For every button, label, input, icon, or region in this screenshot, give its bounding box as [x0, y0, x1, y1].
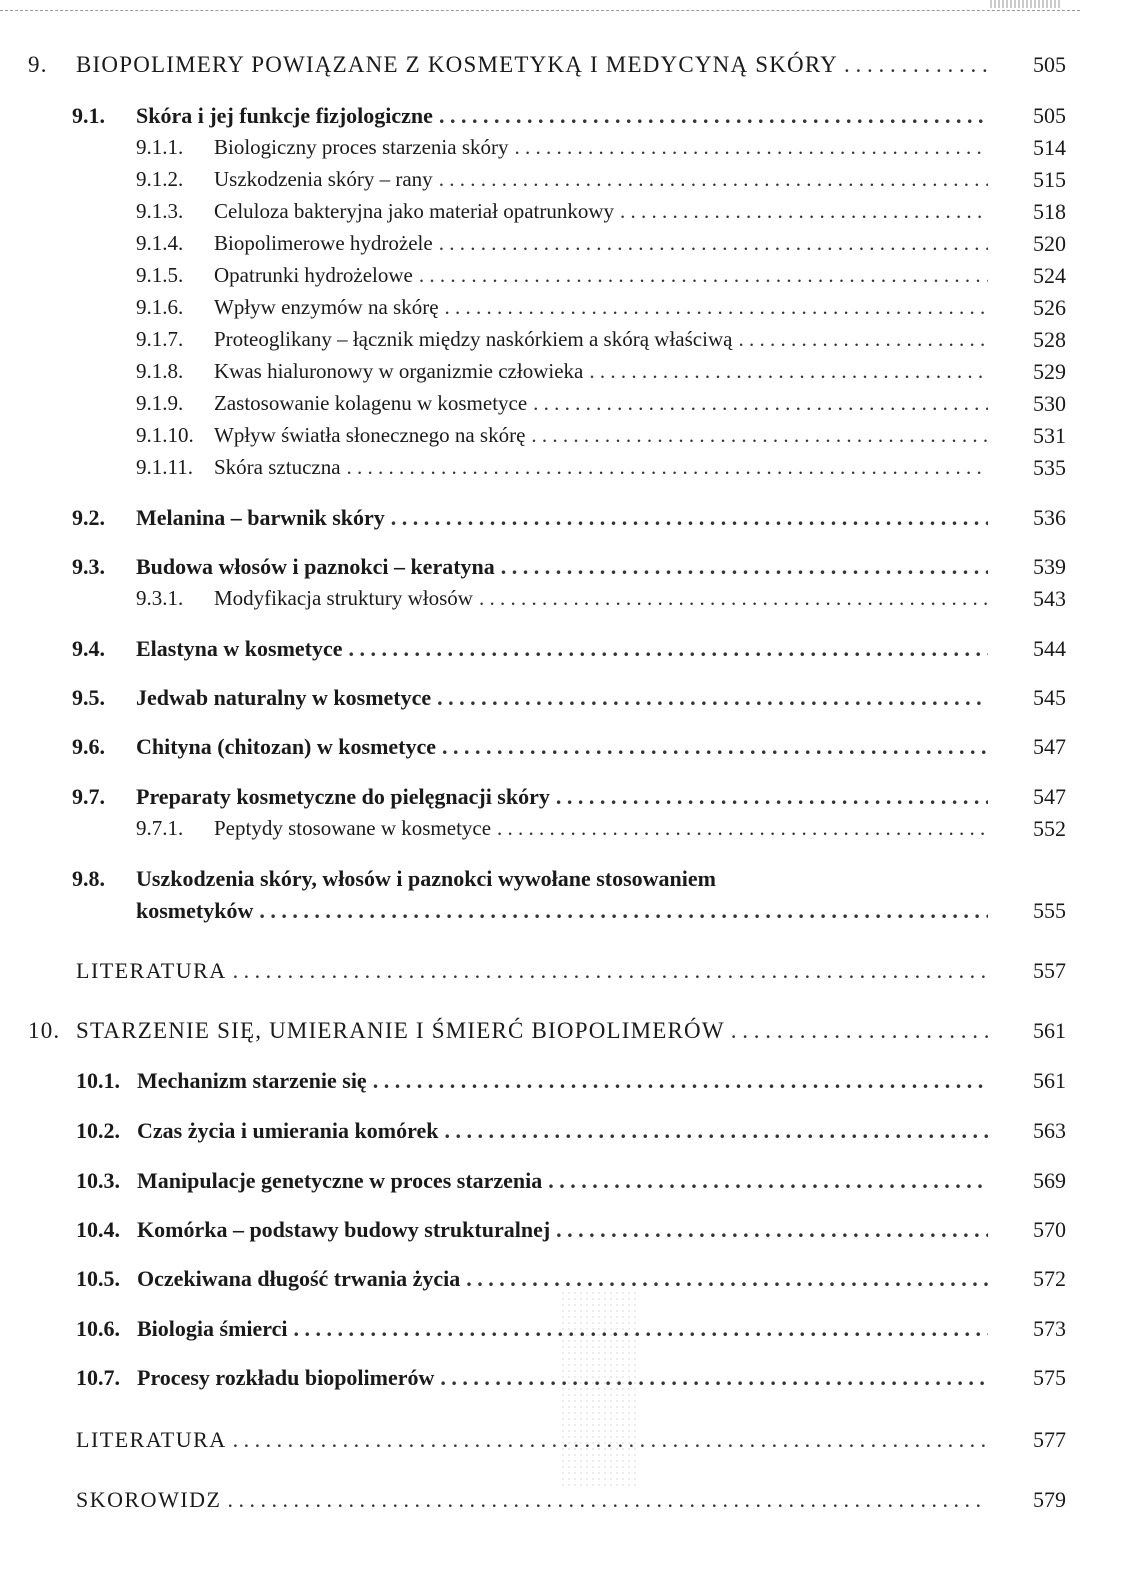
dot-leader — [437, 685, 988, 711]
entry-title: SKOROWIDZ — [76, 1487, 222, 1512]
dot-leader — [440, 1365, 988, 1391]
dot-leader — [349, 636, 988, 662]
toc-subsection[interactable] — [0, 423, 1136, 453]
toc-subsection[interactable] — [0, 359, 1136, 389]
dot-leader — [738, 327, 988, 352]
entry-title: Proteoglikany – łącznik między naskórkiem a skórą właściwą — [214, 327, 733, 351]
entry-title: Opatrunki hydrożelowe — [214, 263, 413, 287]
entry-page: 545 — [1033, 685, 1066, 710]
entry-page: 579 — [1033, 1487, 1066, 1512]
toc-section[interactable] — [0, 1168, 1136, 1198]
entry-title: STARZENIE SIĘ, UMIERANIE I ŚMIERĆ BIOPOLIMERÓW — [76, 1018, 725, 1043]
toc-entry-continuation[interactable] — [0, 898, 1136, 928]
entry-number: 9.1.6. — [136, 295, 184, 319]
entry-title: Jedwab naturalny w kosmetyce — [136, 685, 432, 710]
dot-leader — [373, 1068, 988, 1094]
entry-title: Wpływ enzymów na skórę — [214, 295, 439, 319]
entry-number: 9.1.7. — [136, 327, 184, 351]
dot-leader — [466, 1266, 988, 1292]
entry-title: Mechanizm starzenie się — [137, 1068, 367, 1093]
entry-page: 535 — [1033, 455, 1066, 480]
entry-number: 10.3. — [76, 1168, 120, 1193]
dot-leader — [391, 505, 988, 531]
entry-number: 9. — [28, 52, 48, 77]
toc-section[interactable] — [0, 505, 1136, 535]
toc-subsection[interactable] — [0, 263, 1136, 293]
toc-subsection[interactable] — [0, 231, 1136, 261]
entry-number: 9.1.4. — [136, 231, 184, 255]
entry-title: LITERATURA — [76, 958, 227, 983]
dot-leader — [533, 391, 988, 416]
toc-section[interactable] — [0, 1365, 1136, 1395]
entry-number: 9.1.9. — [136, 391, 184, 415]
dot-leader — [439, 231, 988, 256]
entry-title: Manipulacje genetyczne w proces starzenia — [137, 1168, 543, 1193]
entry-title-continued: kosmetyków — [136, 898, 254, 923]
toc-section[interactable] — [0, 1118, 1136, 1148]
entry-title: LITERATURA — [76, 1427, 227, 1452]
entry-page: 505 — [1033, 103, 1066, 128]
toc-backmatter[interactable] — [0, 1487, 1136, 1517]
entry-page: 524 — [1033, 263, 1066, 288]
entry-title: Kwas hialuronowy w organizmie człowieka — [214, 359, 584, 383]
toc-subsection[interactable] — [0, 327, 1136, 357]
dot-leader — [294, 1316, 988, 1342]
entry-number: 9.5. — [72, 685, 105, 710]
entry-page: 561 — [1033, 1018, 1066, 1043]
entry-page: 569 — [1033, 1168, 1066, 1193]
entry-number: 9.1.11. — [136, 455, 193, 479]
entry-title: Komórka – podstawy budowy strukturalnej — [137, 1217, 551, 1242]
entry-page: 536 — [1033, 505, 1066, 530]
entry-title: Zastosowanie kolagenu w kosmetyce — [214, 391, 528, 415]
dot-leader — [731, 1018, 988, 1044]
entry-page: 555 — [1033, 898, 1066, 923]
entry-number: 9.3.1. — [136, 586, 184, 610]
toc-section[interactable] — [0, 636, 1136, 666]
entry-title: Uszkodzenia skóry – rany — [214, 167, 433, 191]
header-rule — [0, 10, 1080, 11]
toc-section[interactable] — [0, 1068, 1136, 1098]
entry-title: Uszkodzenia skóry, włosów i paznokci wywołane stosowaniem — [136, 866, 716, 891]
entry-title: Procesy rozkładu biopolimerów — [137, 1365, 435, 1390]
dot-leader — [228, 1487, 989, 1513]
scan-mark — [990, 0, 1060, 8]
entry-title: Chityna (chitozan) w kosmetyce — [136, 734, 437, 759]
entry-title: Modyfikacja struktury włosów — [214, 586, 473, 610]
dot-leader — [515, 135, 989, 160]
toc-section[interactable] — [0, 1217, 1136, 1247]
entry-number: 9.2. — [72, 505, 105, 530]
dot-leader — [347, 455, 988, 480]
dot-leader — [439, 103, 988, 129]
entry-page: 552 — [1033, 816, 1066, 841]
toc-section[interactable] — [0, 1316, 1136, 1346]
dot-leader — [479, 586, 988, 611]
dot-leader — [445, 295, 988, 320]
entry-page: 547 — [1033, 734, 1066, 759]
toc-backmatter[interactable] — [0, 958, 1136, 988]
toc-subsection[interactable] — [0, 586, 1136, 616]
entry-number: 10.6. — [76, 1316, 120, 1341]
entry-page: 557 — [1033, 958, 1066, 983]
toc-chapter[interactable] — [0, 1018, 1136, 1048]
dot-leader — [497, 816, 988, 841]
toc-chapter[interactable] — [0, 52, 1136, 82]
toc-section[interactable] — [0, 784, 1136, 814]
entry-title: Melanina – barwnik skóry — [136, 505, 385, 530]
entry-number: 9.1.3. — [136, 199, 184, 223]
entry-title: Czas życia i umierania komórek — [137, 1118, 439, 1143]
dot-leader — [844, 52, 988, 78]
entry-number: 10.7. — [76, 1365, 120, 1390]
entry-page: 530 — [1033, 391, 1066, 416]
toc-section[interactable] — [0, 103, 1136, 133]
dot-leader — [501, 554, 988, 580]
toc-backmatter[interactable] — [0, 1427, 1136, 1457]
entry-number: 9.1.8. — [136, 359, 184, 383]
toc-section[interactable] — [0, 554, 1136, 584]
entry-number: 10.2. — [76, 1118, 120, 1143]
entry-number: 9.7.1. — [136, 816, 184, 840]
entry-title: Peptydy stosowane w kosmetyce — [214, 816, 492, 840]
dot-leader — [233, 1427, 988, 1453]
entry-page: 570 — [1033, 1217, 1066, 1242]
entry-number: 9.1.10. — [136, 423, 194, 447]
entry-title: Biopolimerowe hydrożele — [214, 231, 433, 255]
entry-title: Preparaty kosmetyczne do pielęgnacji skóry — [136, 784, 550, 809]
entry-page: 561 — [1033, 1068, 1066, 1093]
toc-subsection[interactable] — [0, 295, 1136, 325]
entry-title: Biologia śmierci — [137, 1316, 288, 1341]
entry-page: 514 — [1033, 135, 1066, 160]
entry-title: Celuloza bakteryjna jako materiał opatrunkowy — [214, 199, 615, 223]
entry-page: 505 — [1033, 52, 1066, 77]
entry-number: 9.8. — [72, 866, 105, 891]
entry-title: BIOPOLIMERY POWIĄZANE Z KOSMETYKĄ I MEDYCYNĄ SKÓRY — [76, 52, 838, 77]
dot-leader — [439, 167, 988, 192]
toc-entry[interactable] — [0, 866, 1136, 896]
dot-leader — [419, 263, 988, 288]
dot-leader — [556, 784, 988, 810]
entry-number: 9.1. — [72, 103, 105, 128]
entry-page: 563 — [1033, 1118, 1066, 1143]
entry-number: 9.1.5. — [136, 263, 184, 287]
entry-page: 575 — [1033, 1365, 1066, 1390]
toc-subsection[interactable] — [0, 391, 1136, 421]
entry-page: 526 — [1033, 295, 1066, 320]
entry-title: Biologiczny proces starzenia skóry — [214, 135, 509, 159]
toc-subsection[interactable] — [0, 199, 1136, 229]
entry-number: 9.4. — [72, 636, 105, 661]
entry-title: Skóra i jej funkcje fizjologiczne — [136, 103, 433, 128]
entry-number: 10.5. — [76, 1266, 120, 1291]
dot-leader — [620, 199, 988, 224]
entry-number: 9.7. — [72, 784, 105, 809]
toc-subsection[interactable] — [0, 135, 1136, 165]
entry-page: 520 — [1033, 231, 1066, 256]
entry-title: Oczekiwana długość trwania życia — [137, 1266, 461, 1291]
toc-section[interactable] — [0, 1266, 1136, 1296]
entry-page: 544 — [1033, 636, 1066, 661]
entry-page: 547 — [1033, 784, 1066, 809]
entry-page: 518 — [1033, 199, 1066, 224]
dot-leader — [444, 1118, 988, 1144]
dot-leader — [589, 359, 988, 384]
dot-leader — [531, 423, 988, 448]
entry-page: 531 — [1033, 423, 1066, 448]
entry-title: Skóra sztuczna — [214, 455, 341, 479]
toc-subsection[interactable] — [0, 167, 1136, 197]
entry-page: 539 — [1033, 554, 1066, 579]
toc-subsection[interactable] — [0, 455, 1136, 485]
entry-page: 573 — [1033, 1316, 1066, 1341]
entry-page: 528 — [1033, 327, 1066, 352]
dot-leader — [548, 1168, 988, 1194]
entry-page: 572 — [1033, 1266, 1066, 1291]
toc-section[interactable] — [0, 685, 1136, 715]
entry-page: 529 — [1033, 359, 1066, 384]
entry-title: Elastyna w kosmetyce — [136, 636, 343, 661]
entry-page: 515 — [1033, 167, 1066, 192]
entry-page: 543 — [1033, 586, 1066, 611]
toc-subsection[interactable] — [0, 816, 1136, 846]
dot-leader — [233, 958, 988, 984]
dot-leader — [259, 898, 988, 924]
dot-leader — [556, 1217, 988, 1243]
entry-number: 9.3. — [72, 554, 105, 579]
entry-number: 9.1.1. — [136, 135, 184, 159]
entry-number: 9.1.2. — [136, 167, 184, 191]
entry-number: 10.1. — [76, 1068, 120, 1093]
entry-number: 9.6. — [72, 734, 105, 759]
dot-leader — [442, 734, 988, 760]
entry-number: 10. — [28, 1018, 61, 1043]
toc-section[interactable] — [0, 734, 1136, 764]
entry-title: Wpływ światła słonecznego na skórę — [214, 423, 526, 447]
entry-page: 577 — [1033, 1427, 1066, 1452]
entry-title: Budowa włosów i paznokci – keratyna — [136, 554, 495, 579]
entry-number: 10.4. — [76, 1217, 120, 1242]
